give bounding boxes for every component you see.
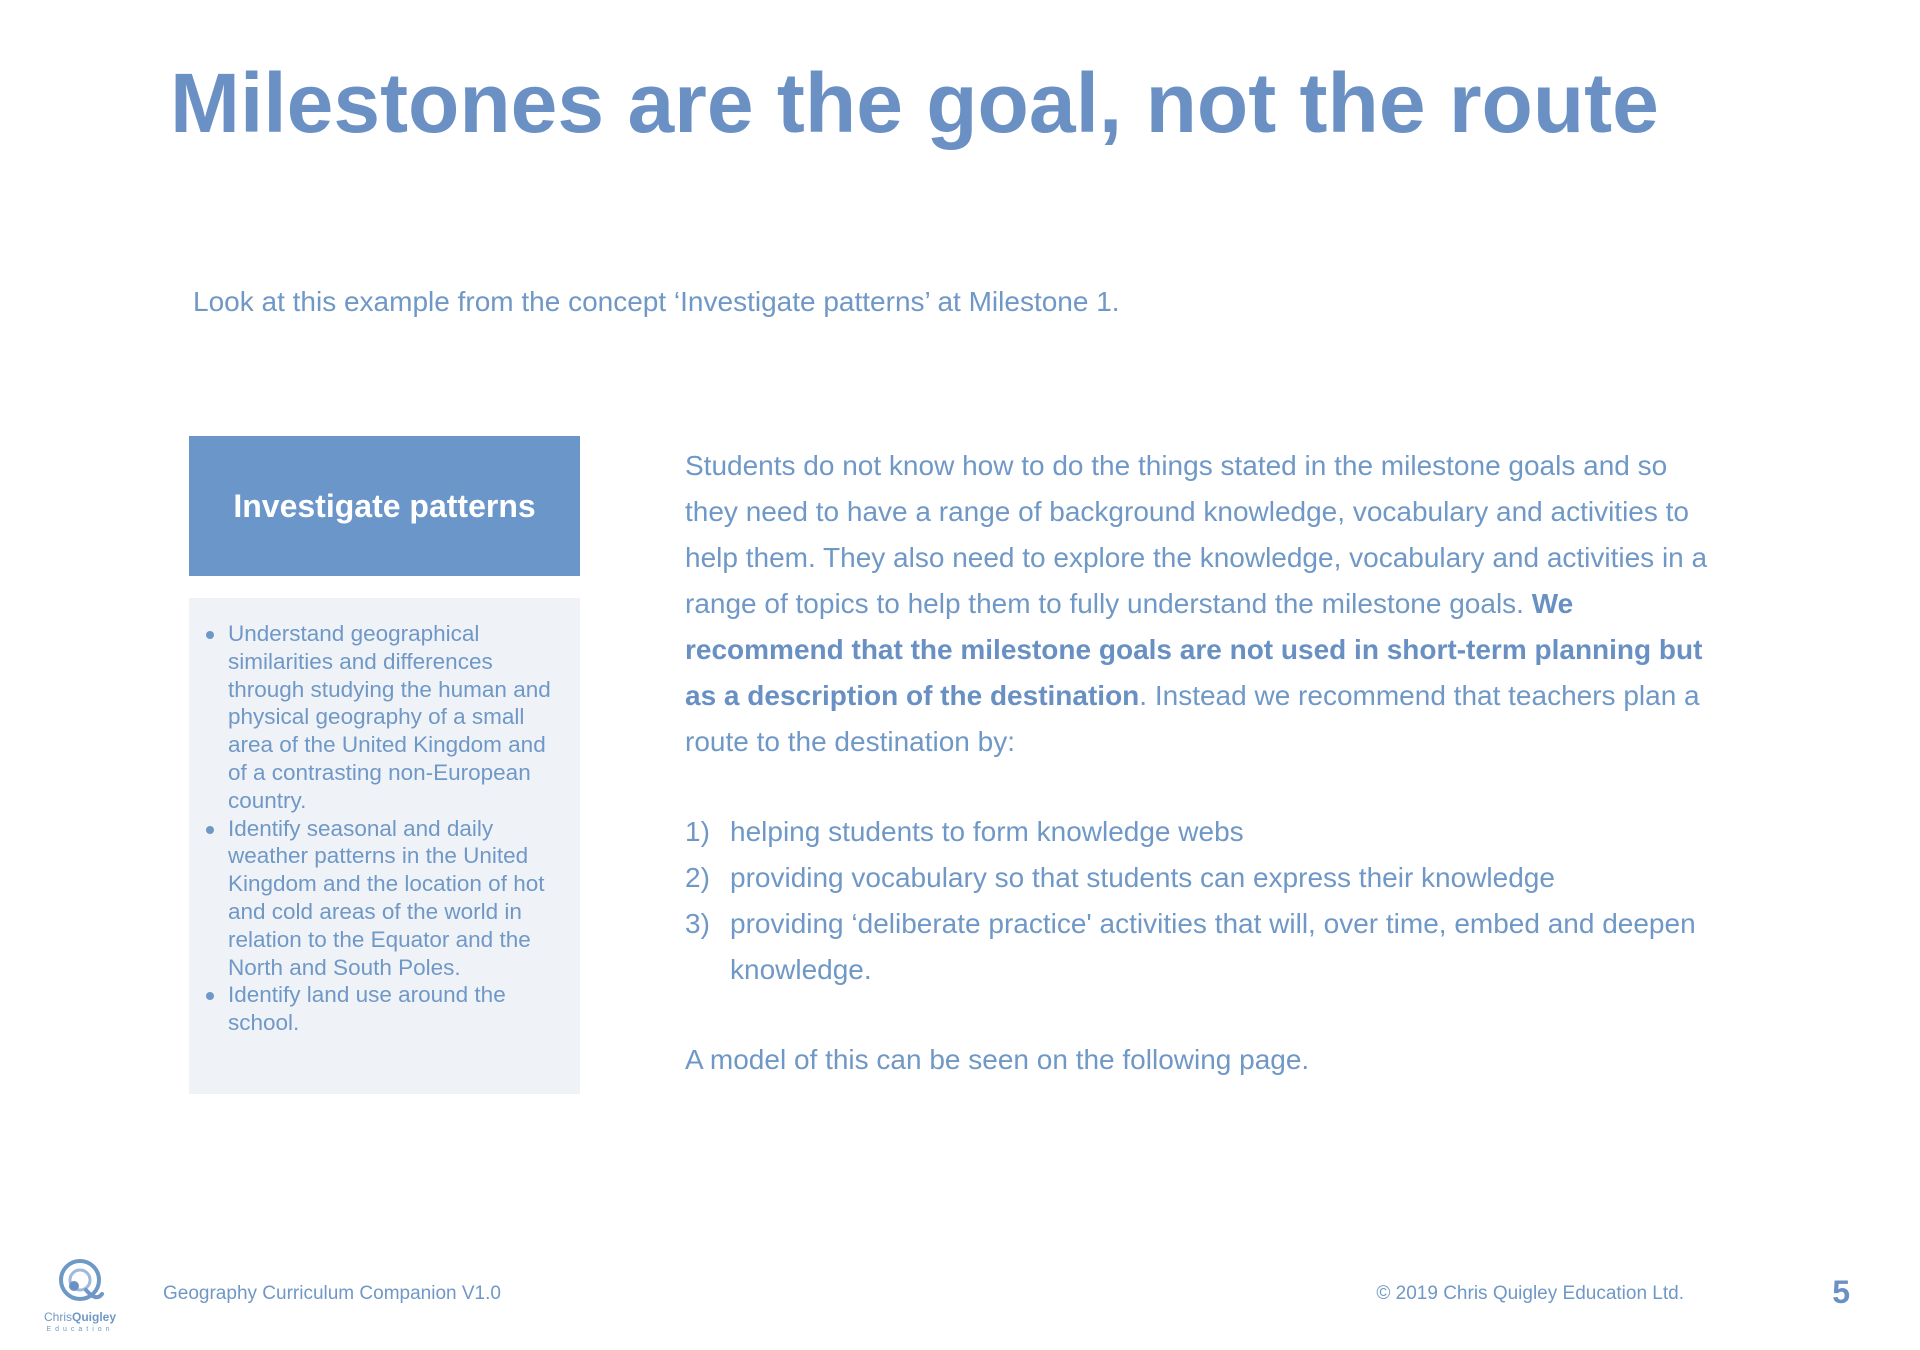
main-paragraph-start: Students do not know how to do the things stated in the milestone goals and so they need to have a range of background knowledge, vocabulary and activities to help them. They also need to explore the knowledge, vocabulary and activities in a range of topics to help them to fully understand the milestone goals. — [685, 450, 1708, 619]
main-paragraph-end: . Instead we recommend that teachers plan a route to the destination by: — [685, 680, 1700, 757]
bullet-icon — [206, 992, 214, 1000]
route-step-number: 2) — [685, 862, 710, 893]
concept-bullet-list — [202, 620, 564, 1037]
concept-bullet-text: Identify seasonal and daily weather patterns in the United Kingdom and the location of hot and cold areas of the world in relation to the Equator and the North and South Poles. — [228, 815, 545, 980]
route-steps-list — [685, 809, 1725, 993]
concept-bullet-text: Understand geographical similarities and differences through studying the human and physical geography of a small area of the United Kingdom and of a contrasting non-European country. — [228, 621, 551, 813]
concept-bullet — [202, 620, 564, 815]
route-step-number: 1) — [685, 816, 710, 847]
logo-swirl-icon — [40, 1254, 120, 1310]
route-step — [685, 901, 1725, 993]
bullet-icon — [206, 826, 214, 834]
route-step-text: providing ‘deliberate practice' activities that will, over time, embed and deepen knowledge. — [730, 908, 1696, 985]
route-step-text: helping students to form knowledge webs — [730, 816, 1244, 847]
route-step — [685, 809, 1725, 855]
concept-bullet — [202, 981, 564, 1037]
closing-text: A model of this can be seen on the following page. — [685, 1044, 1310, 1075]
route-step — [685, 855, 1725, 901]
main-paragraph-emphasis: We recommend that the milestone goals are not used in short-term planning but as a description of the destination — [685, 588, 1703, 711]
intro-text: Look at this example from the concept ‘Investigate patterns’ at Milestone 1. — [193, 286, 1120, 317]
footer-document-title: Geography Curriculum Companion V1.0 — [163, 1283, 501, 1304]
concept-bullet-box — [189, 598, 580, 1094]
logo-subtitle: Education — [46, 1326, 114, 1333]
publisher-logo — [40, 1254, 120, 1338]
page-title: Milestones are the goal, not the route — [170, 56, 1659, 150]
main-paragraph — [685, 443, 1725, 765]
page-number: 5 — [1832, 1274, 1850, 1310]
route-step-number: 3) — [685, 908, 710, 939]
logo-name: ChrisQuigley — [43, 1310, 117, 1324]
footer-copyright: © 2019 Chris Quigley Education Ltd. — [1376, 1283, 1684, 1304]
route-step-text: providing vocabulary so that students can express their knowledge — [730, 862, 1555, 893]
bullet-icon — [206, 631, 214, 639]
concept-bullet-text: Identify land use around the school. — [228, 982, 506, 1036]
concept-bullet — [202, 815, 564, 982]
concept-header-label: Investigate patterns — [233, 487, 536, 524]
concept-header — [189, 436, 580, 576]
main-text-column — [685, 443, 1725, 1083]
